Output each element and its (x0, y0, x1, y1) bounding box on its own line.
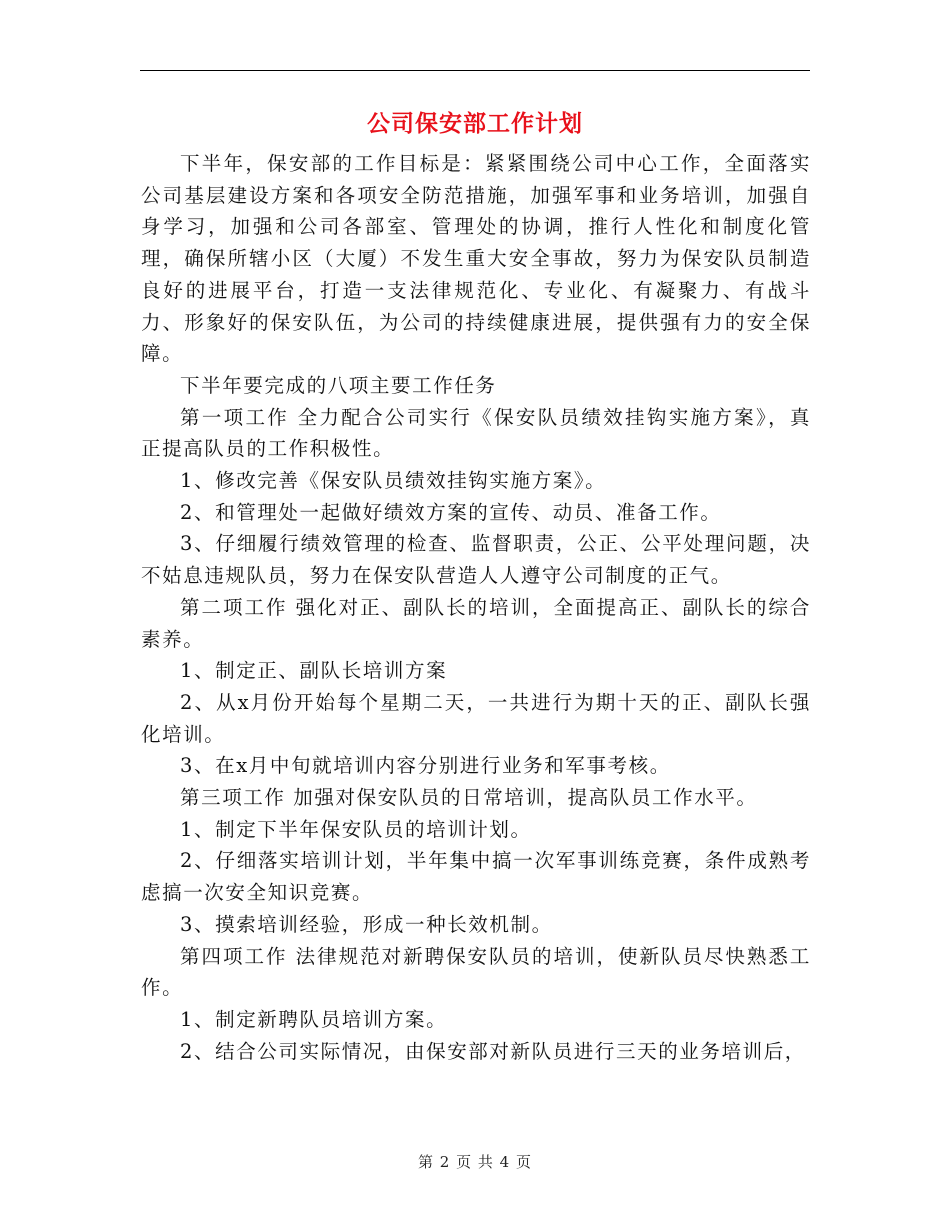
paragraph: 3、在x月中旬就培训内容分别进行业务和军事考核。 (180, 754, 671, 778)
paragraph: 2、仔细落实培训计划，半年集中搞一次军事训练竞赛，条件成熟考虑搞一次安全知识竞赛。 (141, 849, 811, 905)
paragraph: 第二项工作 强化对正、副队长的培训，全面提高正、副队长的综合素养。 (141, 595, 811, 651)
paragraph: 第四项工作 法律规范对新聘保安队员的培训，使新队员尽快熟悉工作。 (141, 944, 811, 1000)
footer-prefix: 第 (417, 1153, 434, 1171)
paragraph: 2、从x月份开始每个星期二天，一共进行为期十天的正、副队长强化培训。 (141, 690, 811, 746)
document-body (141, 148, 811, 1067)
page-footer (0, 1152, 950, 1172)
paragraph: 下半年要完成的八项主要工作任务 (180, 373, 497, 397)
paragraph: 第一项工作 全力配合公司实行《保安队员绩效挂钩实施方案》，真正提高队员的工作积极性。 (141, 405, 811, 461)
header-rule (140, 70, 810, 71)
paragraph: 1、制定正、副队长培训方案 (180, 659, 448, 683)
document-title: 公司保安部工作计划 (367, 110, 583, 137)
paragraph: 2、结合公司实际情况，由保安部对新队员进行三天的业务培训后， (180, 1039, 806, 1063)
paragraph: 1、修改完善《保安队员绩效挂钩实施方案》。 (180, 469, 607, 493)
paragraph: 第三项工作 加强对保安队员的日常培训，提高队员工作水平。 (180, 786, 758, 810)
paragraph: 3、仔细履行绩效管理的检查、监督职责，公正、公平处理问题，决不姑息违规队员，努力在保安队营造人人遵守公司制度的正气。 (141, 532, 811, 588)
total-page-count: 4 (499, 1153, 511, 1171)
paragraph: 1、制定下半年保安队员的培训计划。 (180, 817, 532, 841)
paragraph: 下半年，保安部的工作目标是：紧紧围绕公司中心工作，全面落实公司基层建设方案和各项安全防范措施，加强军事和业务培训，加强自身学习，加强和公司各部室、管理处的协调，推行人性化和制度化管理，确保所辖小区（大厦）不发生重大安全事故，努力为保安队员制造良好的进展平台，打造一支法律规范化、专业化、有凝聚力、有战斗力、形象好的保安队伍，为公司的持续健康进展，提供强有力的安全保障。 (141, 152, 811, 366)
paragraph: 1、制定新聘队员培训方案。 (180, 1007, 448, 1031)
footer-suffix: 页 (516, 1153, 533, 1171)
paragraph: 2、和管理处一起做好绩效方案的宣传、动员、准备工作。 (180, 500, 722, 524)
paragraph: 3、摸索培训经验，形成一种长效机制。 (180, 912, 553, 936)
footer-middle: 页 共 (456, 1153, 494, 1171)
current-page-number: 2 (439, 1153, 451, 1171)
